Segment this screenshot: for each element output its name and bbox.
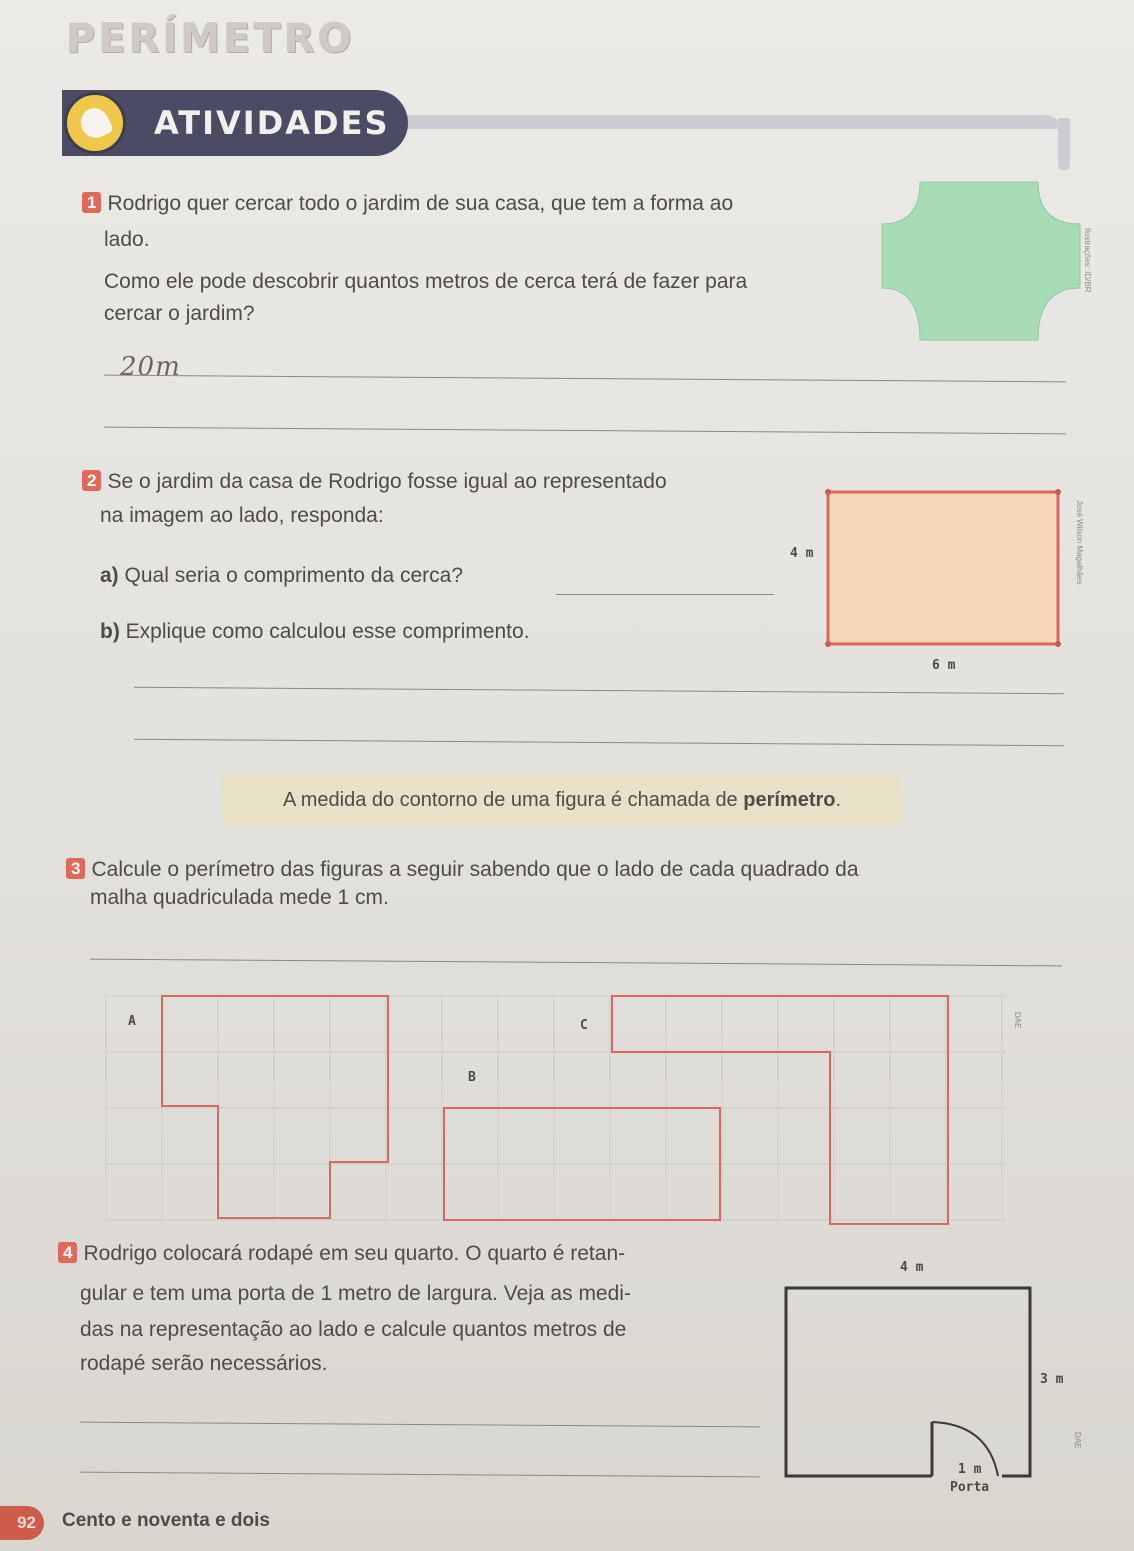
fence-post: [1055, 489, 1061, 495]
activity-icon: [64, 92, 126, 154]
q2-height-label: 4 m: [790, 546, 814, 561]
q4-side-label: 3 m: [1040, 1372, 1064, 1387]
q2-number: 2: [82, 470, 101, 491]
q4-door-caption: Porta: [950, 1480, 990, 1495]
figure-c-label: C: [580, 1018, 588, 1033]
fence-post: [1055, 641, 1061, 647]
q2-item-a: a) Qual seria o comprimento da cerca?: [100, 564, 464, 587]
banner-underline-end: [1058, 118, 1070, 170]
q4-line4: rodapé serão necessários.: [80, 1352, 328, 1375]
q2-line1: 2 Se o jardim da casa de Rodrigo fosse igual ao representado: [82, 464, 667, 500]
q1-line4: cercar o jardim?: [104, 302, 255, 325]
room-walls: [786, 1288, 1030, 1476]
q3-number: 3: [66, 858, 85, 879]
q1-credit: Ilustrações: ID/BR: [1083, 228, 1092, 293]
q2-item-b: b) Explique como calculou esse comprimento.: [100, 620, 530, 643]
q4-room-plan: [782, 1284, 1042, 1484]
q2-garden-rectangle: [824, 488, 1064, 648]
q3-grid-figures: [106, 994, 1006, 1226]
banner-underline: [400, 115, 1060, 129]
fence-post: [825, 641, 831, 647]
q2a-answer-line: [556, 594, 774, 595]
fence-post: [825, 489, 831, 495]
q4-line1: 4 Rodrigo colocará rodapé em seu quarto. O quarto é retan-: [58, 1236, 625, 1272]
q1-garden-shape: [880, 180, 1080, 350]
q4-line2: gular e tem uma porta de 1 metro de largura. Veja as medi-: [80, 1282, 631, 1305]
q3-line2: malha quadriculada mede 1 cm.: [90, 886, 389, 909]
page-number-badge: 92: [0, 1506, 44, 1540]
page-number-words: Cento e noventa e dois: [62, 1510, 270, 1531]
q1-handwritten-answer: 20m: [120, 352, 181, 382]
q3-line1: 3 Calcule o perímetro das figuras a seguir sabendo que o lado de cada quadrado da: [66, 852, 859, 888]
q1-line3: Como ele pode descobrir quantos metros de cerca terá de fazer para: [104, 270, 748, 293]
q2-credit: José Wilson Magalhães: [1075, 500, 1084, 585]
figure-b-label: B: [468, 1070, 476, 1085]
definition-note: A medida do contorno de uma figura é chamada de perímetro.: [222, 774, 902, 826]
q2-line2: na imagem ao lado, responda:: [100, 504, 384, 527]
q4-line3: das na representação ao lado e calcule quantos metros de: [80, 1318, 627, 1341]
page-title: PERÍMETRO: [66, 16, 355, 62]
q4-door-label: 1 m: [958, 1462, 982, 1477]
garden-cross-shape: [882, 182, 1080, 340]
q4-top-label: 4 m: [900, 1260, 924, 1275]
q2-width-label: 6 m: [932, 658, 956, 673]
figure-a-outline: [162, 996, 388, 1218]
q4-credit: DAE: [1073, 1432, 1082, 1449]
q1-line1: 1 Rodrigo quer cercar todo o jardim de sua casa, que tem a forma ao: [82, 186, 733, 222]
q4-number: 4: [58, 1242, 77, 1263]
fence-rectangle: [828, 492, 1058, 644]
q1-line2: lado.: [104, 228, 150, 251]
section-label: ATIVIDADES: [154, 104, 390, 142]
figure-a-label: A: [128, 1014, 136, 1029]
q1-number: 1: [82, 192, 101, 213]
q3-credit: DAE: [1013, 1012, 1022, 1029]
figure-c-outline: [612, 996, 948, 1224]
